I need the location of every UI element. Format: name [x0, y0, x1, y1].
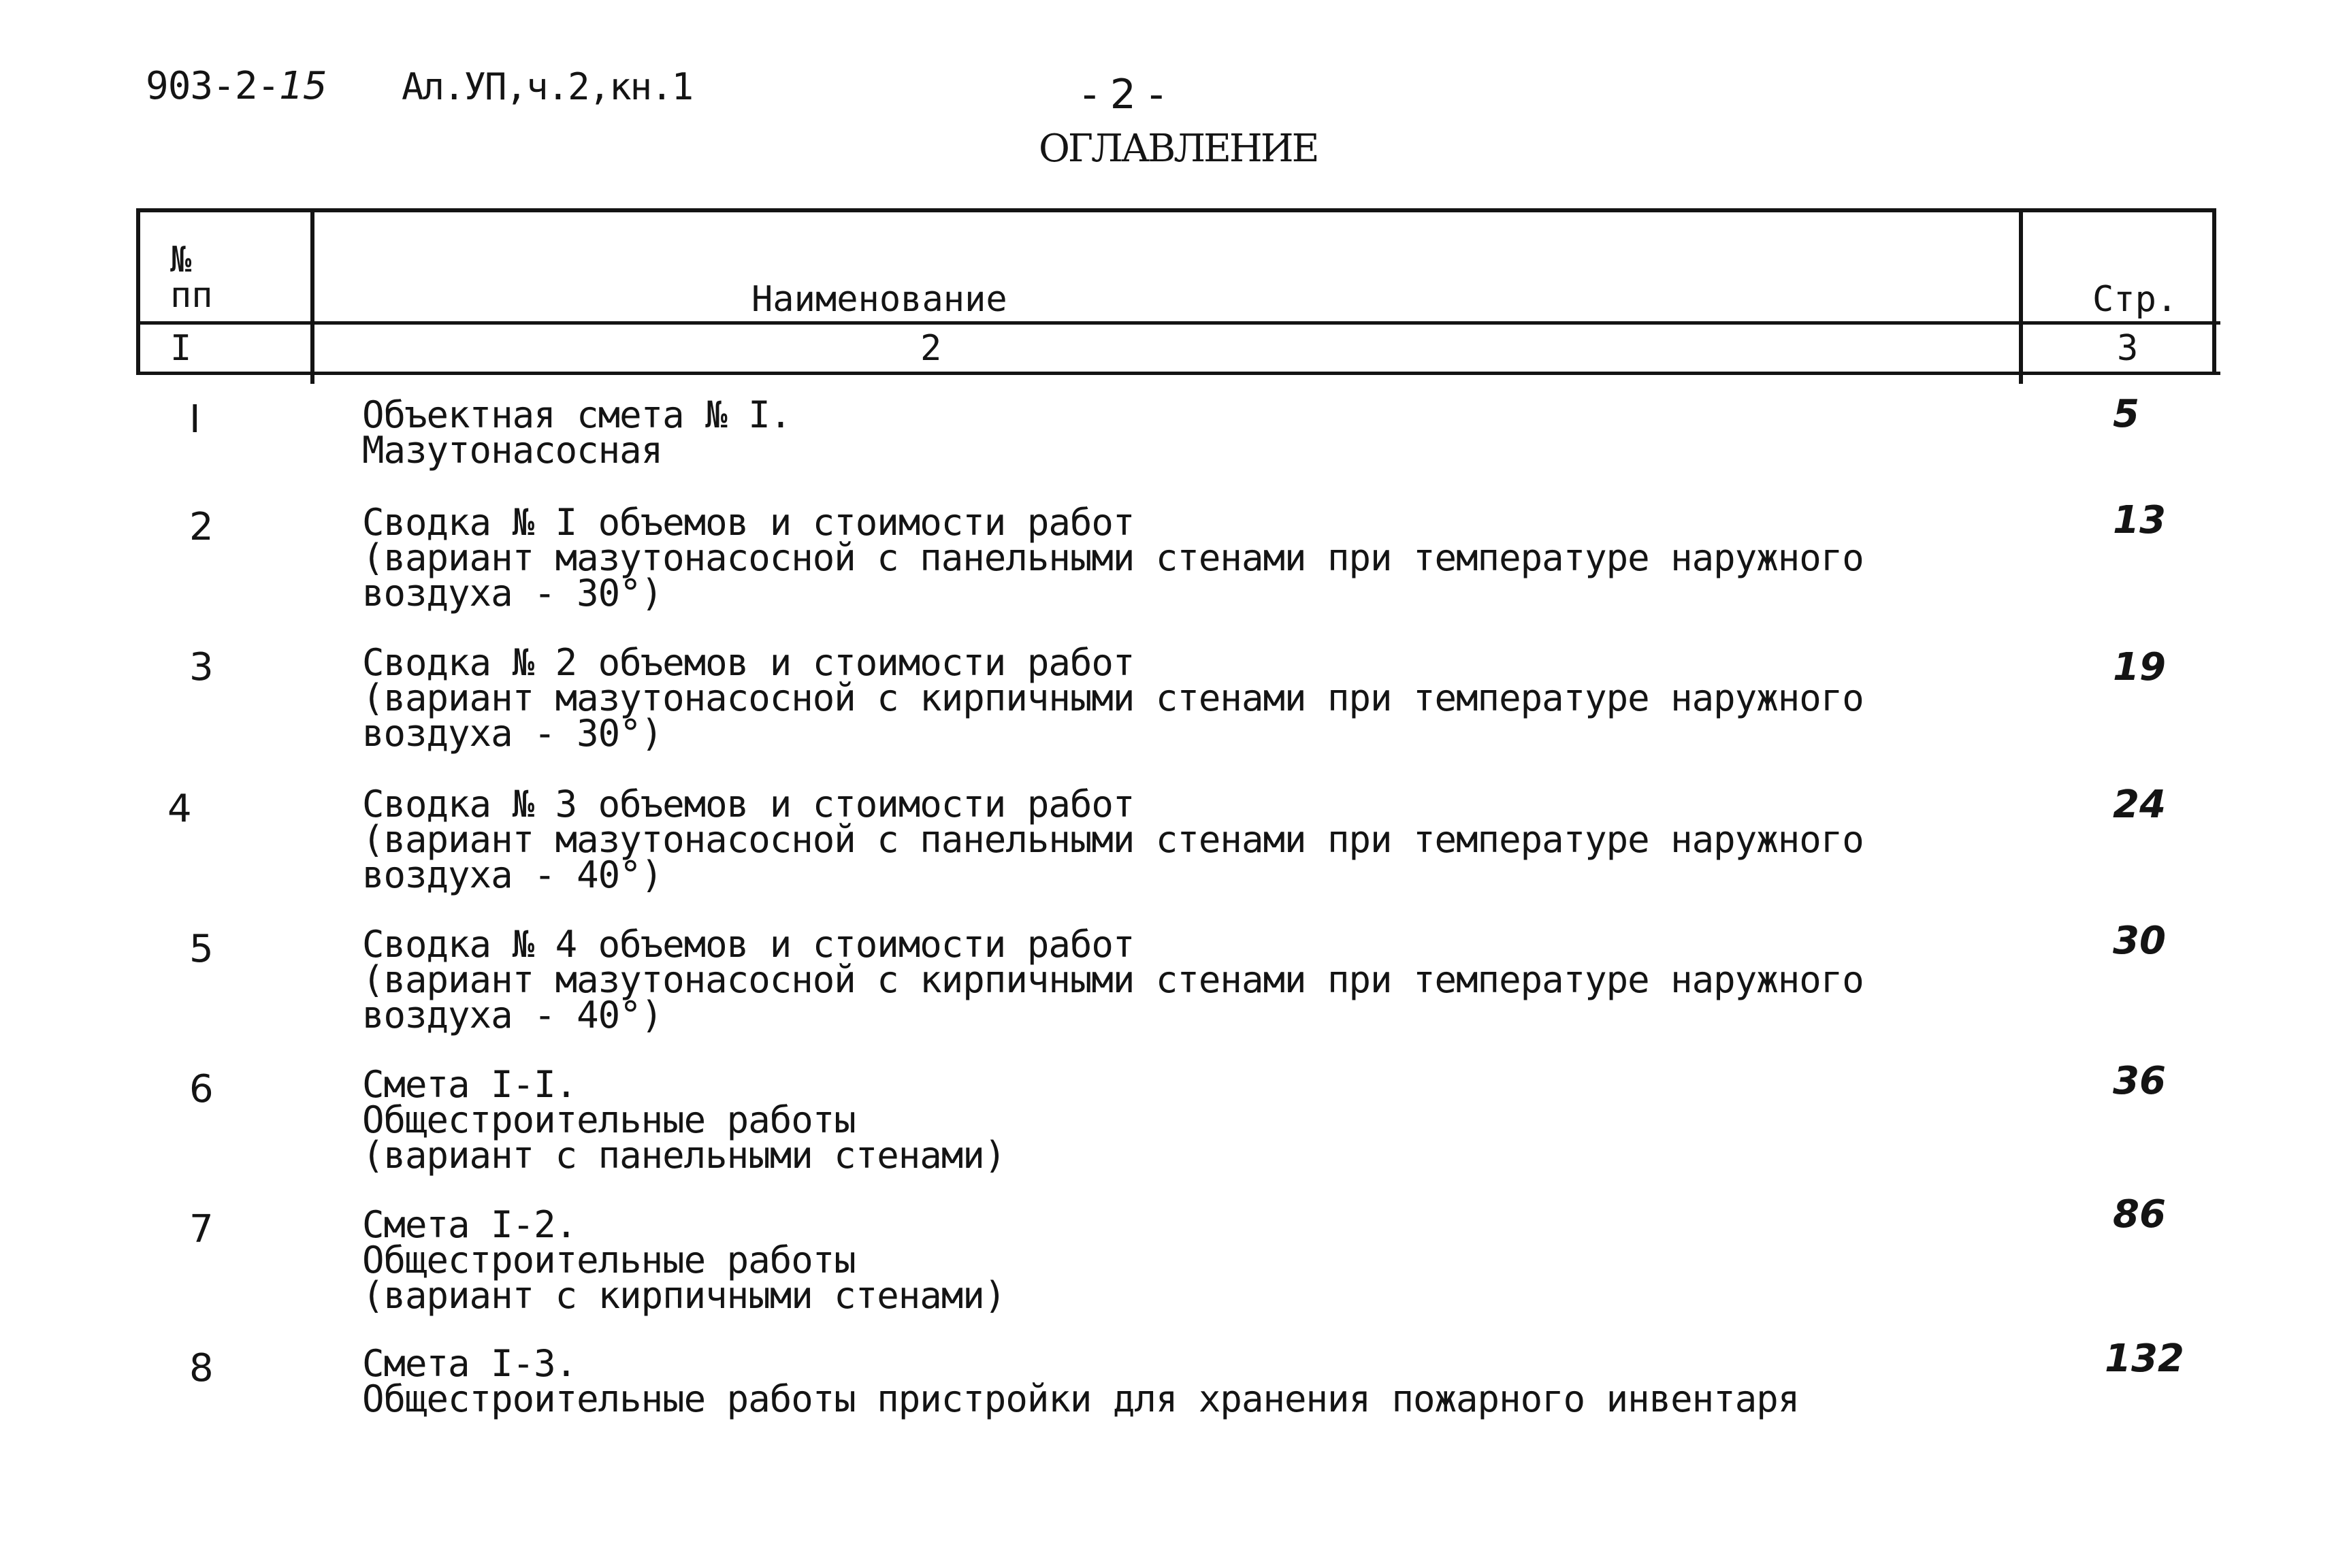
entry-title-line: Сводка № 3 объемов и стоимости работ — [362, 783, 1135, 826]
entry-number: 7 — [189, 1207, 214, 1252]
entry-title-line: (вариант мазутонасосной с кирпичными стенами при температуре наружного — [362, 676, 1864, 719]
entry-title-line: Объектная смета № I. — [362, 393, 792, 436]
entry-title-line: воздуха - 40°) — [362, 853, 663, 896]
column-head-number-line2: пп — [170, 275, 213, 316]
entry-title — [362, 641, 1864, 755]
table-header-frame — [136, 208, 2216, 372]
entry-title-line: Сводка № I объемов и стоимости работ — [362, 501, 1135, 544]
entry-page: 24 — [2113, 783, 2166, 827]
entry-number: 3 — [189, 645, 214, 689]
entry-page: 36 — [2113, 1059, 2166, 1103]
entry-title-line: (вариант с панельными стенами) — [362, 1134, 1006, 1177]
column-head-number — [170, 240, 213, 316]
entry-title-line: Смета I-2. — [362, 1203, 577, 1246]
entry-number: 6 — [189, 1067, 214, 1111]
entry-title-line: Сводка № 2 объемов и стоимости работ — [362, 641, 1135, 684]
page-number: - 2 - — [1082, 71, 1164, 118]
entry-title — [362, 923, 1864, 1036]
column-index-1: I — [170, 328, 192, 369]
entry-title-line: (вариант мазутонасосной с панельными стенами при температуре наружного — [362, 536, 1864, 579]
page-title: ОГЛАВЛЕНИЕ — [1039, 127, 1318, 171]
document-code-handwritten: 15 — [279, 64, 327, 108]
entry-page: 13 — [2113, 498, 2166, 542]
entry-title — [362, 1203, 1006, 1317]
column-divider — [310, 208, 314, 384]
entry-number: 8 — [189, 1346, 214, 1390]
entry-number: 2 — [189, 505, 214, 549]
header-rule — [136, 321, 2220, 325]
entry-title — [362, 393, 792, 472]
entry-title-line: (вариант мазутонасосной с кирпичными стенами при температуре наружного — [362, 958, 1864, 1001]
entry-title-line: воздуха - 40°) — [362, 994, 663, 1036]
column-head-page: Стр. — [2092, 279, 2178, 320]
column-divider — [2019, 208, 2023, 384]
column-head-number-line1: № — [170, 240, 192, 280]
entry-title-line: Общестроительные работы — [362, 1098, 856, 1141]
entry-title — [362, 1063, 1006, 1177]
entry-page: 19 — [2113, 645, 2166, 689]
entry-title-line: (вариант мазутонасосной с панельными стенами при температуре наружного — [362, 818, 1864, 861]
entry-title — [362, 501, 1864, 615]
entry-title-line: воздуха - 30°) — [362, 572, 663, 615]
document-code-printed: 903-2- — [146, 64, 280, 108]
entry-page: 86 — [2113, 1192, 2166, 1237]
header-rule — [136, 372, 2220, 375]
album-reference: Ал.УП,ч.2,кн.1 — [402, 65, 693, 108]
entry-title-line: Мазутонасосная — [362, 429, 663, 472]
column-head-name: Наименование — [751, 279, 1007, 320]
entry-title-line: Смета I-I. — [362, 1063, 577, 1106]
entry-title — [362, 1342, 1800, 1420]
entry-title-line: (вариант с кирпичными стенами) — [362, 1274, 1006, 1317]
document-code — [146, 64, 327, 108]
entry-title-line: Смета I-3. — [362, 1342, 577, 1385]
entry-title — [362, 783, 1864, 896]
entry-title-line: Общестроительные работы — [362, 1239, 856, 1281]
entry-page: 5 — [2113, 392, 2139, 436]
entry-number: 5 — [189, 927, 214, 971]
entry-page: 30 — [2113, 919, 2166, 963]
entry-title-line: Общестроительные работы пристройки для хранения пожарного инвентаря — [362, 1377, 1800, 1420]
entry-page: 132 — [2105, 1337, 2184, 1381]
entry-title-line: воздуха - 30°) — [362, 712, 663, 755]
entry-number: 4 — [167, 787, 192, 831]
entry-number: I — [189, 397, 201, 442]
column-index-2: 2 — [920, 328, 942, 369]
column-index-3: 3 — [2117, 328, 2139, 369]
entry-title-line: Сводка № 4 объемов и стоимости работ — [362, 923, 1135, 966]
